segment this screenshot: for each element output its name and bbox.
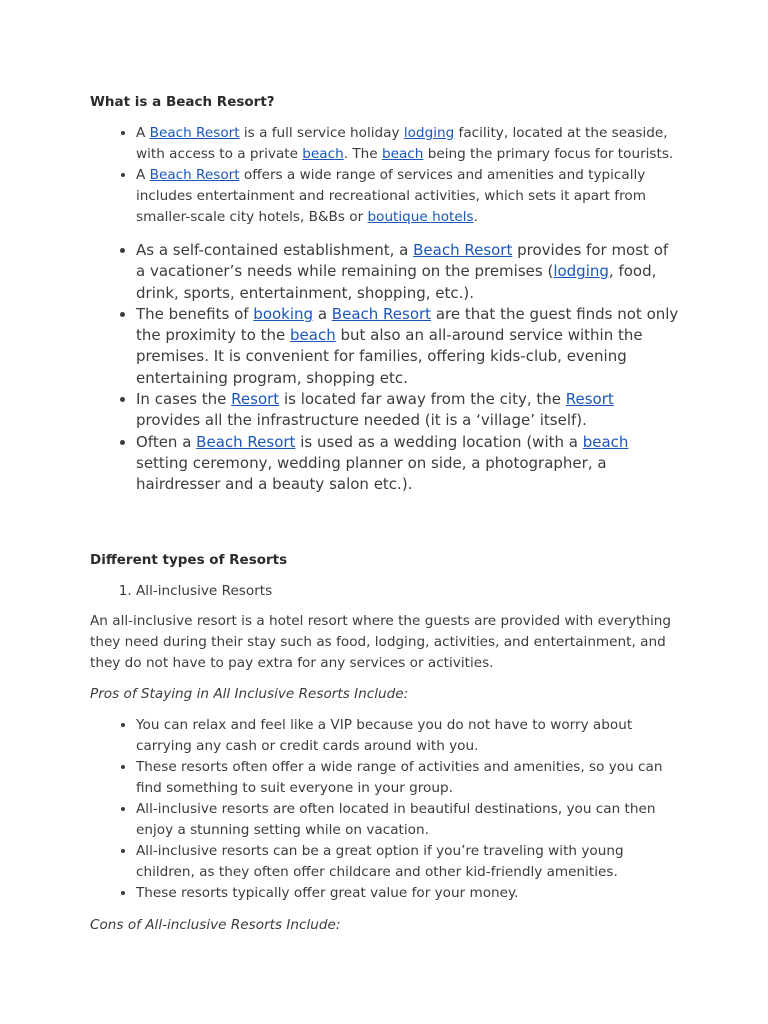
text-run: a: [313, 304, 332, 323]
list-item: [136, 123, 680, 165]
text-run: A: [136, 167, 150, 183]
text-run: setting ceremony, wedding planner on side, a photographer, a hairdresser and a beauty salon etc.).: [136, 453, 607, 494]
heading-types-of-resorts: Different types of Resorts: [90, 551, 288, 568]
list-item: [136, 165, 680, 228]
text-run: As a self-contained establishment, a: [136, 241, 414, 259]
cons-heading: Cons of All-inclusive Resorts Include:: [90, 916, 341, 933]
text-run: provides all the infrastructure needed (it is a ‘village’ itself).: [136, 411, 587, 430]
heading-what-is-beach-resort: What is a Beach Resort?: [90, 94, 275, 110]
link-beach-resort[interactable]: Beach Resort: [413, 241, 513, 259]
link-beach-resort[interactable]: Beach Resort: [196, 432, 296, 451]
list-item: • All-inclusive resorts are often located in beautiful destinations, you can then enjoy a stunning setting while on vacation.: [136, 799, 680, 841]
list-item: 1. All-inclusive Resorts: [136, 581, 680, 601]
document-page: [90, 93, 680, 936]
list-item: • These resorts often offer a wide range of activities and amenities, so you can find something to suit everyone in your group.: [136, 757, 680, 799]
link-beach-resort[interactable]: Beach Resort: [331, 304, 432, 323]
text-run: is used as a wedding location (with a: [295, 432, 583, 451]
link-beach[interactable]: beach: [290, 326, 336, 345]
pros-bullet-list: [90, 715, 680, 904]
text-run: provides for most of a vacationer’s needs while remaining on the premises (: [136, 241, 669, 281]
list-item: • All-inclusive resorts can be a great option if you’re traveling with young children, as they often offer childcare and other kid-friendly amenities.: [136, 841, 680, 883]
link-beach-resort[interactable]: Beach Resort: [149, 167, 240, 183]
text-run: In cases the: [136, 390, 232, 409]
text-run: , food, drink, sports, entertainment, shopping, etc.).: [136, 262, 657, 302]
resort-types-list: [90, 581, 680, 601]
link-beach[interactable]: beach: [302, 146, 344, 162]
link-boutique-hotels[interactable]: boutique hotels: [367, 209, 474, 225]
link-lodging[interactable]: lodging: [403, 125, 455, 141]
list-item: • You can relax and feel like a VIP because you do not have to worry about carrying any cash or credit cards around with you.: [136, 715, 680, 757]
list-item: • These resorts typically offer great value for your money.: [136, 883, 680, 904]
detail-bullet-list: [90, 240, 680, 496]
list-item: [136, 432, 680, 496]
text-run: .: [473, 209, 478, 225]
link-beach-resort[interactable]: Beach Resort: [149, 125, 240, 141]
link-lodging[interactable]: lodging: [553, 262, 609, 281]
all-inclusive-paragraph: An all-inclusive resort is a hotel resort where the guests are provided with everything they need during their stay such as food, lodging, activities, and entertainment, and they do not have to pay extra for any services or activities.: [90, 612, 671, 671]
link-beach[interactable]: beach: [381, 146, 424, 162]
link-resort[interactable]: Resort: [231, 390, 280, 409]
link-booking[interactable]: booking: [253, 304, 314, 323]
text-run: are that the guest finds not only the proximity to the: [136, 304, 679, 345]
list-item: [136, 304, 680, 389]
text-run: The benefits of: [136, 304, 254, 323]
text-run: facility, located at the seaside, with access to a private: [136, 125, 668, 162]
text-run: is located far away from the city, the: [279, 390, 566, 409]
text-run: being the primary focus for tourists.: [423, 146, 674, 162]
list-item: [136, 389, 680, 432]
text-run: offers a wide range of services and amenities and typically includes entertainment and recreational activities, which sets it apart from smaller-scale city hotels, B&Bs or: [136, 167, 646, 225]
text-run: . The: [343, 146, 382, 162]
link-resort[interactable]: Resort: [565, 390, 614, 409]
text-run: but also an all-around service within the premises. It is convenient for families, offering kids-club, evening entertaining program, shopping etc.: [136, 326, 643, 387]
list-item: [136, 240, 680, 304]
intro-bullet-list: [90, 123, 680, 228]
text-run: A: [136, 125, 150, 141]
link-beach[interactable]: beach: [582, 432, 629, 451]
text-run: is a full service holiday: [239, 125, 404, 141]
pros-heading: Pros of Staying in All Inclusive Resorts Include:: [90, 685, 409, 702]
text-run: Often a: [136, 432, 197, 451]
